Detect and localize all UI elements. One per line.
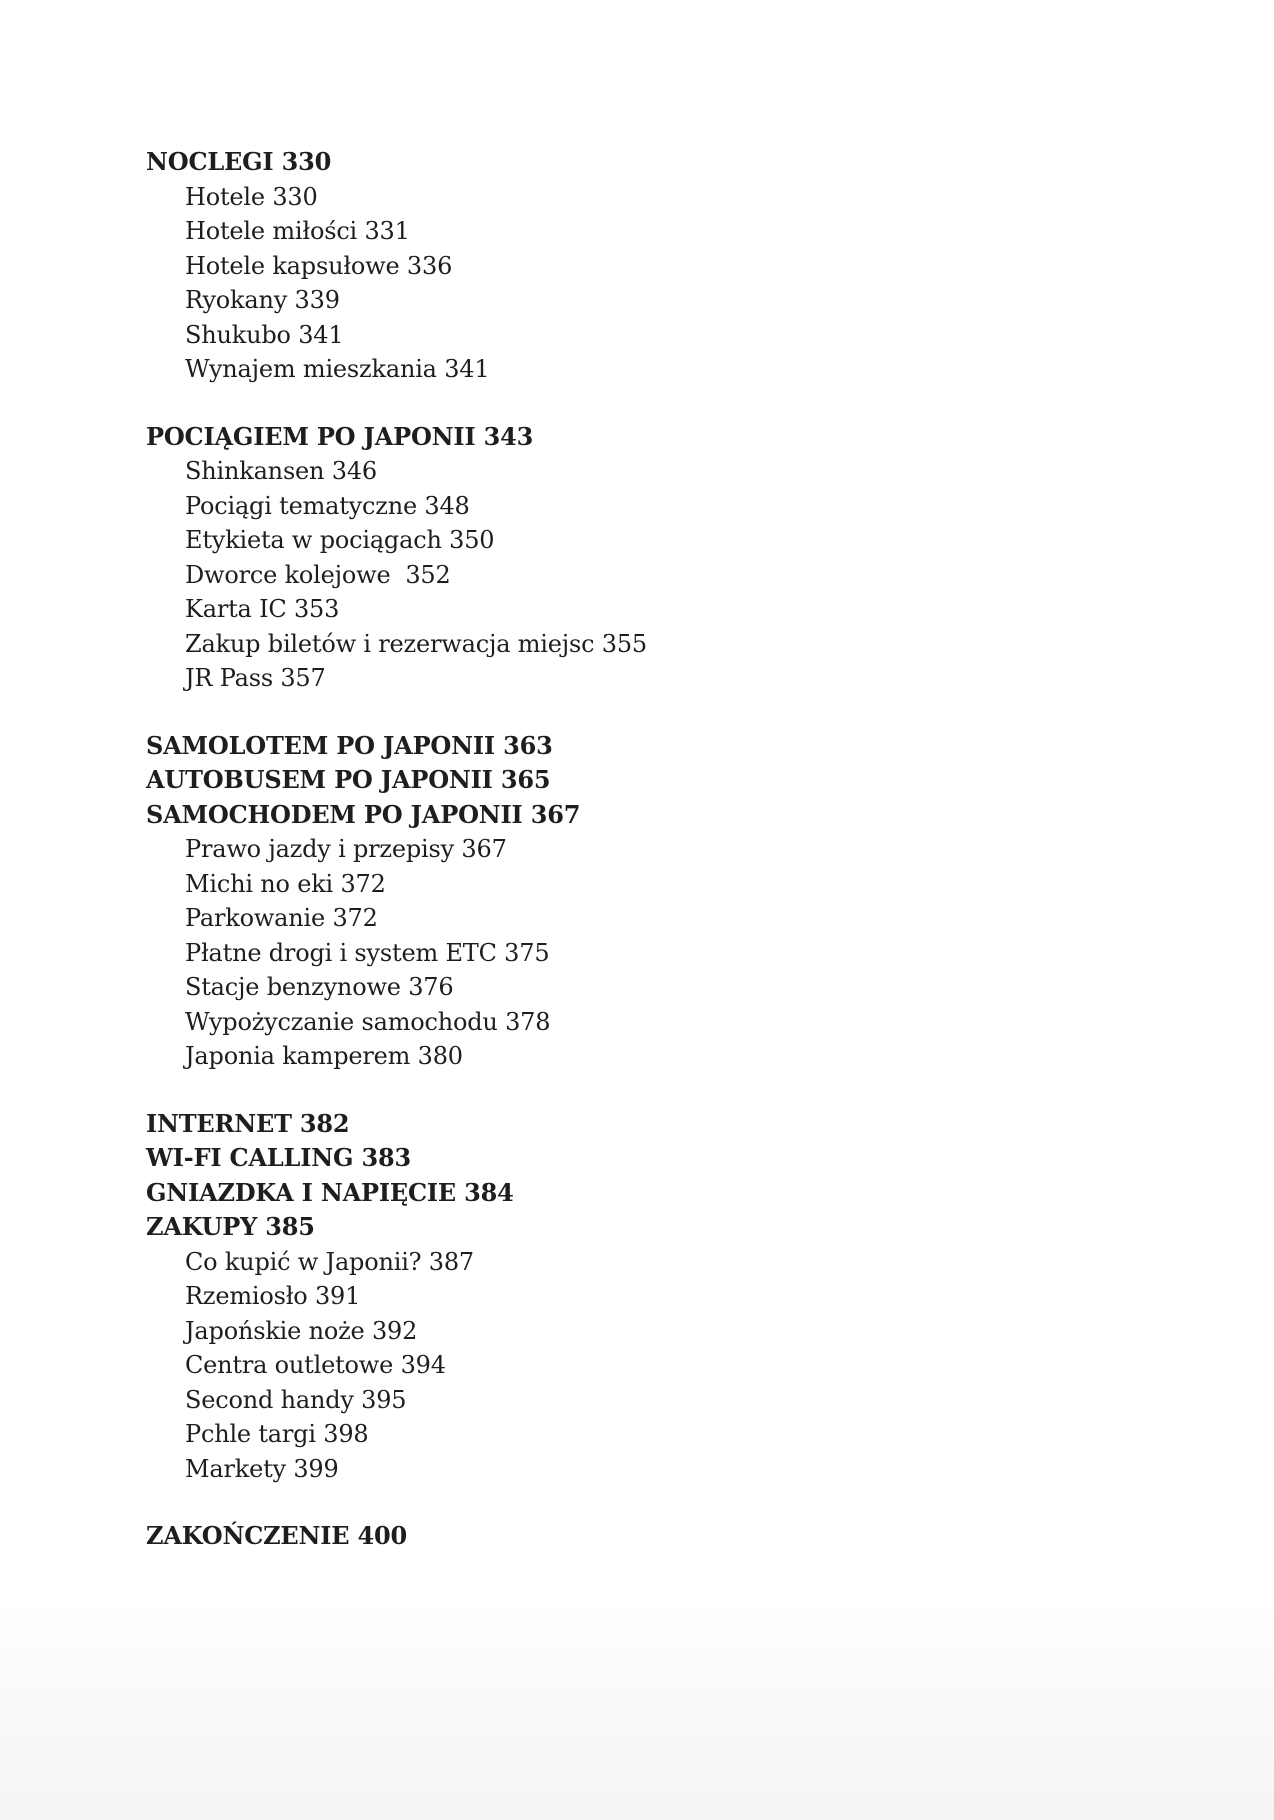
toc-subsection-entry: Wypożyczanie samochodu 378 [185, 1007, 551, 1036]
toc-subsection-entry: Karta IC 353 [185, 595, 340, 623]
toc-section-heading: ZAKOŃCZENIE 400 [146, 1521, 408, 1550]
toc-subsection-entry: Ryokany 339 [185, 286, 340, 314]
toc-subsection-entry: Prawo jazdy i przepisy 367 [185, 835, 507, 863]
toc-section-heading: NOCLEGI 330 [146, 147, 332, 176]
toc-section-heading: AUTOBUSEM PO JAPONII 365 [146, 765, 551, 794]
table-of-contents [146, 145, 1146, 1554]
toc-subsection-entry: Dworce kolejowe 352 [185, 560, 451, 589]
toc-subsection-entry: Pociągi tematyczne 348 [185, 491, 470, 520]
toc-section-heading: GNIAZDKA I NAPIĘCIE 384 [146, 1177, 514, 1207]
section-gap [146, 1486, 1146, 1519]
toc-subsection-entry: Japonia kamperem 380 [185, 1042, 463, 1070]
toc-subsection-entry: Wynajem mieszkania 341 [185, 355, 490, 383]
toc-subsection-entry: Rzemiosło 391 [185, 1282, 361, 1310]
section-gap [146, 696, 1146, 729]
section-gap [146, 387, 1146, 420]
toc-section-heading: ZAKUPY 385 [146, 1212, 315, 1241]
toc-subsection-entry: Michi no eki 372 [185, 869, 386, 898]
toc-subsection-entry: Markety 399 [185, 1454, 339, 1483]
toc-subsection-entry: Etykieta w pociągach 350 [185, 526, 495, 554]
toc-section-heading: WI-FI CALLING 383 [146, 1143, 411, 1172]
toc-section-heading: INTERNET 382 [146, 1108, 350, 1138]
toc-subsection-entry: Pchle targi 398 [185, 1420, 369, 1448]
toc-section-heading: SAMOCHODEM PO JAPONII 367 [146, 799, 581, 829]
toc-subsection-entry: Płatne drogi i system ETC 375 [185, 938, 550, 967]
toc-subsection-entry: JR Pass 357 [185, 664, 326, 692]
toc-section-heading: SAMOLOTEM PO JAPONII 363 [146, 730, 553, 760]
toc-subsection-entry: Second handy 395 [185, 1385, 407, 1414]
toc-section-heading: POCIĄGIEM PO JAPONII 343 [146, 421, 534, 451]
section-gap [146, 1074, 1146, 1107]
toc-subsection-entry: Shukubo 341 [185, 320, 344, 349]
toc-subsection-entry: Hotele miłości 331 [185, 217, 410, 245]
toc-subsection-entry: Hotele 330 [185, 182, 318, 211]
toc-subsection-entry: Hotele kapsułowe 336 [185, 251, 453, 280]
toc-subsection-entry: Stacje benzynowe 376 [185, 973, 454, 1001]
toc-subsection-entry: Shinkansen 346 [185, 457, 377, 485]
toc-subsection-entry: Co kupić w Japonii? 387 [185, 1247, 474, 1276]
toc-subsection-entry: Parkowanie 372 [185, 904, 378, 932]
toc-subsection-entry: Zakup biletów i rezerwacja miejsc 355 [185, 629, 648, 658]
toc-subsection-entry: Centra outletowe 394 [185, 1351, 446, 1379]
toc-subsection-entry: Japońskie noże 392 [185, 1316, 418, 1345]
